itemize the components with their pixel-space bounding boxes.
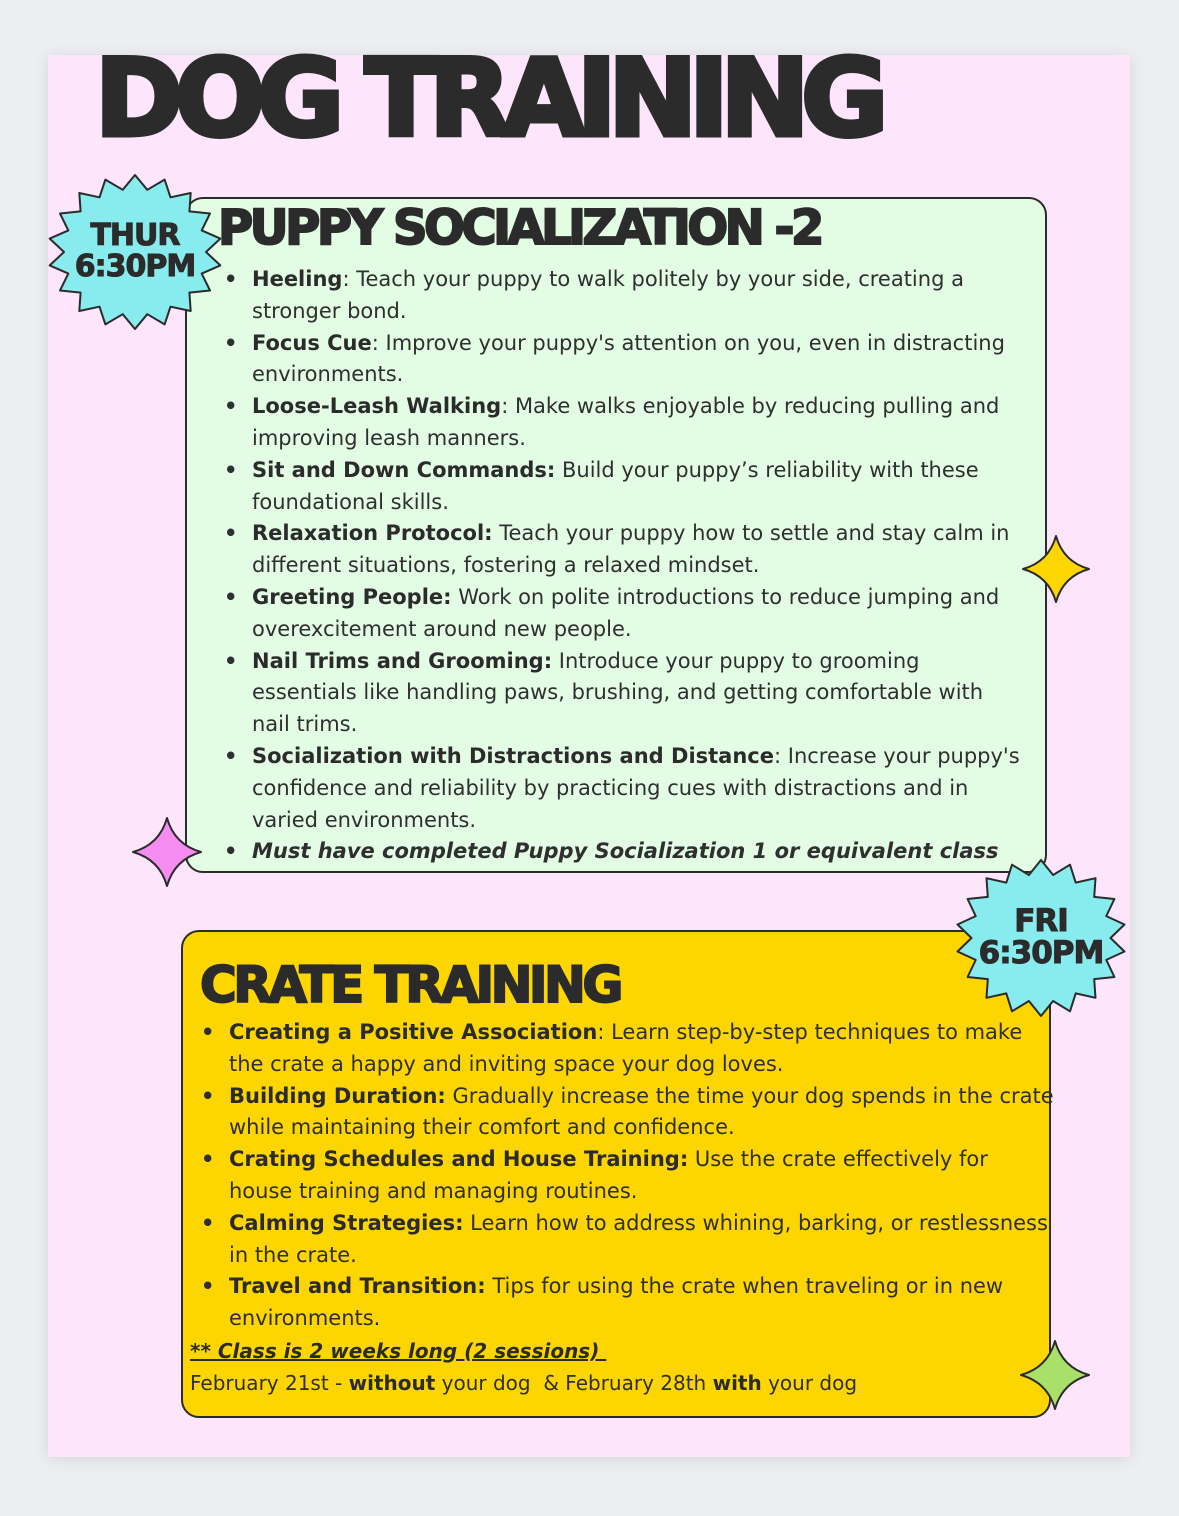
class-length-note: ** Class is 2 weeks long (2 sessions): [190, 1339, 607, 1363]
badge-time: 6:30PM: [74, 249, 196, 284]
list-item: • Focus Cue: Improve your puppy's attention on you, even in distracting environments.: [224, 328, 1024, 392]
thursday-time-badge: [45, 172, 225, 332]
badge-day: THUR: [90, 218, 180, 254]
class-dates: February 21st - without your dog & February 28th with your dog: [190, 1371, 858, 1395]
page-title: DOG TRAINING: [95, 37, 881, 160]
list-item: • Nail Trims and Grooming: Introduce your puppy to grooming essentials like handling paws, brushing, and getting comfortable with nail trims.: [224, 646, 1024, 741]
list-item: • Creating a Positive Association: Learn step-by-step techniques to make the crate a happy and inviting space your dog loves.: [201, 1017, 1056, 1081]
badge-time: 6:30PM: [978, 935, 1104, 971]
list-item: • Calming Strategies: Learn how to address whining, barking, or restlessness in the crate.: [201, 1208, 1056, 1272]
sparkle-icon: [1018, 1338, 1092, 1412]
list-item: • Sit and Down Commands: Build your puppy’s reliability with these foundational skills.: [224, 455, 1024, 519]
list-item: • Greeting People: Work on polite introductions to reduce jumping and overexcitement around new people.: [224, 582, 1024, 646]
list-item: • Travel and Transition: Tips for using the crate when traveling or in new environments.: [201, 1271, 1056, 1335]
puppy-socialization-heading: PUPPY SOCIALIZATION -2: [218, 200, 821, 256]
requirement-note: • Must have completed Puppy Socialization 1 or equivalent class: [224, 836, 1024, 868]
badge-day: FRI: [1014, 903, 1068, 940]
list-item: • Heeling: Teach your puppy to walk politely by your side, creating a stronger bond.: [224, 264, 1024, 328]
list-item: • Loose-Leash Walking: Make walks enjoyable by reducing pulling and improving leash manners.: [224, 391, 1024, 455]
list-item: • Building Duration: Gradually increase the time your dog spends in the crate while maintaining their comfort and confidence.: [201, 1081, 1056, 1145]
puppy-socialization-list: [224, 264, 1024, 868]
crate-training-list: [201, 1017, 1056, 1335]
list-item: • Relaxation Protocol: Teach your puppy how to settle and stay calm in different situations, fostering a relaxed mindset.: [224, 518, 1024, 582]
crate-training-heading: CRATE TRAINING: [200, 956, 620, 1014]
friday-time-badge: [953, 857, 1129, 1019]
sparkle-icon: [130, 815, 204, 889]
sparkle-icon: [1020, 533, 1092, 605]
list-item: • Socialization with Distractions and Distance: Increase your puppy's confidence and reliability by practicing cues with distractions and in varied environments.: [224, 741, 1024, 836]
list-item: • Crating Schedules and House Training: Use the crate effectively for house training and managing routines.: [201, 1144, 1056, 1208]
